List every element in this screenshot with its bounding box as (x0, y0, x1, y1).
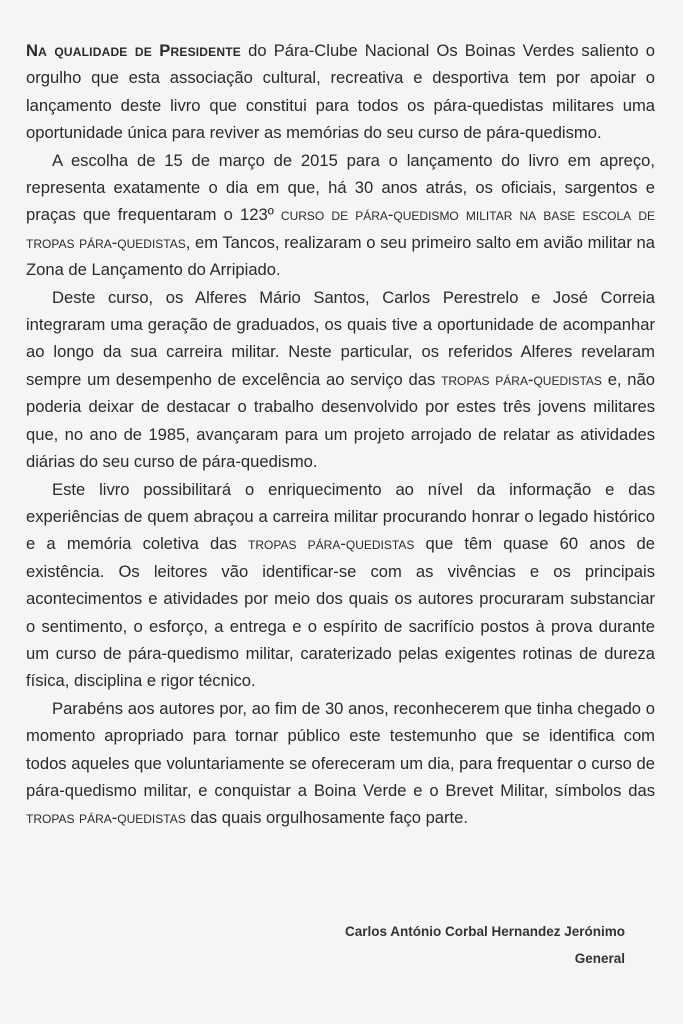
paragraph-2-smallcaps: curso de pára-quedismo militar na base escola de tropas pára-quedistas (26, 205, 656, 252)
paragraph-2 (26, 147, 655, 284)
paragraph-5-text-a: Parabéns aos autores por, ao fim de 30 anos, reconhecerem que tinha chegado o momento apropriado para tornar público este testemunho que se identifica com todos aqueles que voluntariamente se ofereceram um dia, para frequentar o curso de pára-quedismo militar, e conquistar a Boina Verde e o Brevet Militar, símbolos das (26, 698, 655, 800)
signature-name: Carlos António Corbal Hernandez Jerónimo (344, 924, 625, 939)
paragraph-5 (26, 695, 655, 832)
signature-block (345, 918, 625, 972)
paragraph-2-text-b: , em Tancos, realizaram o seu primeiro salto em avião militar na Zona de Lançamento do Arripiado. (26, 232, 655, 280)
paragraph-3 (26, 284, 655, 476)
signature-rank: General (574, 951, 625, 966)
paragraph-2-text-a: A escolha de 15 de março de 2015 para o lançamento do livro em apreço, representa exatamente o dia em que, há 30 anos atrás, os oficiais, sargentos e praças que frequentaram o 123º (26, 150, 655, 225)
paragraph-5-smallcaps: tropas pára-quedistas (26, 808, 186, 828)
lead-phrase: Na qualidade de Presidente (26, 41, 241, 60)
paragraph-4-smallcaps: tropas pára-quedistas (248, 534, 415, 554)
paragraph-4-text-a: Este livro possibilitará o enriquecimento ao nível da informação e das experiências de quem abraçou a carreira militar procurando honrar o legado histórico e a memória coletiva das (26, 479, 655, 554)
paragraph-3-text-a: Deste curso, os Alferes Mário Santos, Carlos Perestrelo e José Correia integraram uma geração de graduados, os quais tive a oportunidade de acompanhar ao longo da sua carreira militar. Neste particular, os referidos Alferes revelaram sempre um desempenho de excelência ao serviço das (26, 287, 655, 389)
paragraph-1-text: do Pára-Clube Nacional Os Boinas Verdes saliento o orgulho que esta associação cultural, recreativa e desportiva tem por apoiar o lançamento deste livro que constitui para todos os pára-quedistas militares uma oportunidade única para reviver as memórias do seu curso de pára-quedismo. (26, 41, 655, 143)
paragraph-3-text-b: e, não poderia deixar de destacar o trabalho desenvolvido por estes três jovens militares que, no ano de 1985, avançaram para um projeto arrojado de relatar as atividades diárias do seu curso de pára-quedismo. (26, 369, 655, 472)
paragraph-4 (26, 476, 655, 695)
paragraph-3-smallcaps: tropas pára-quedistas (441, 369, 602, 389)
paragraph-1 (26, 37, 655, 147)
letter-body (26, 37, 655, 832)
paragraph-5-text-b: das quais orgulhosamente faço parte. (185, 808, 469, 828)
paragraph-4-text-b: que têm quase 60 anos de existência. Os leitores vão identificar-se com as vivências e os principais acontecimentos e atividades por meio dos quais os autores procuraram substanciar o sentimento, o esforço, a entrega e o espírito de sacrifício postos à prova durante um curso de pára-quedismo militar, caraterizado pelas exigentes rotinas de dureza física, disciplina e rigor técnico. (26, 534, 655, 691)
